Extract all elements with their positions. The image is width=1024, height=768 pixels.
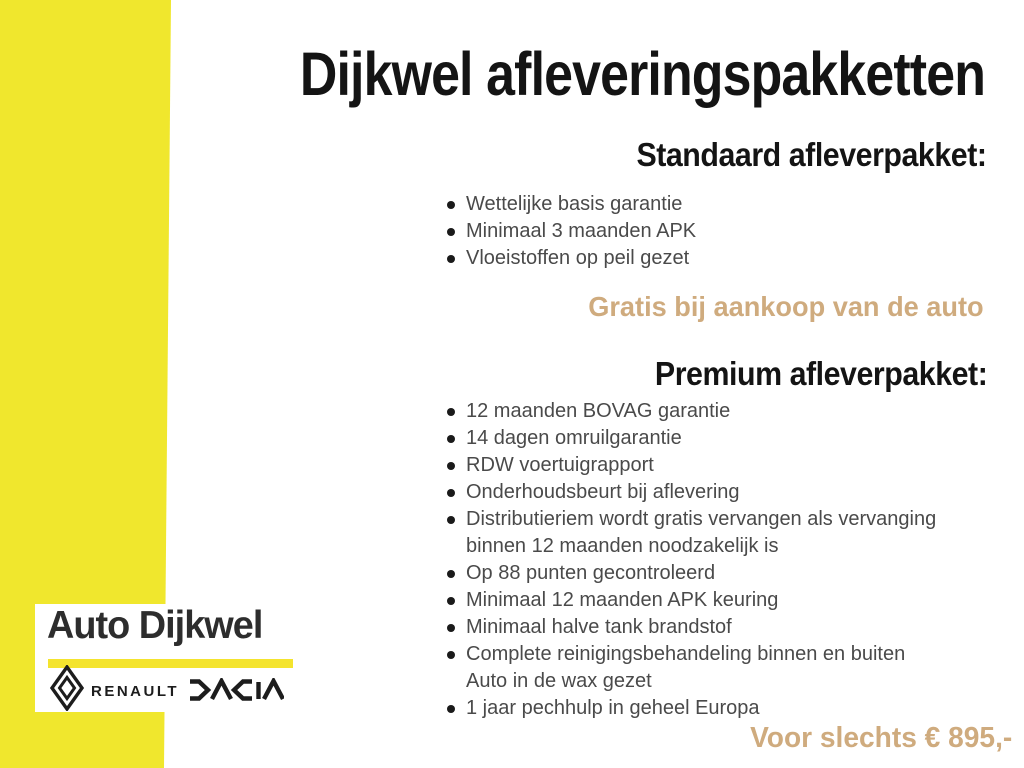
yellow-underline bbox=[48, 659, 293, 668]
price-note: Voor slechts € 895,- bbox=[749, 722, 1012, 754]
list-item bbox=[447, 587, 936, 614]
list-item-text: 14 dagen omruilgarantie bbox=[466, 427, 682, 449]
list-item bbox=[447, 191, 696, 218]
bullet-icon bbox=[447, 705, 455, 713]
list-item-text: Complete reinigingsbehandeling binnen en buiten Auto in de wax gezet bbox=[466, 643, 906, 692]
bullet-icon bbox=[447, 651, 455, 659]
list-item bbox=[447, 398, 936, 425]
list-item-text: Minimaal 12 maanden APK keuring bbox=[466, 589, 779, 611]
list-item-text: Onderhoudsbeurt bij aflevering bbox=[466, 481, 740, 503]
list-item bbox=[447, 479, 936, 506]
list-item-text: RDW voertuigrapport bbox=[466, 454, 654, 476]
list-item bbox=[447, 614, 936, 641]
list-item bbox=[447, 560, 936, 587]
dacia-logo-icon bbox=[188, 678, 284, 702]
list-item bbox=[447, 452, 936, 479]
premium-package-heading: Premium afleverpakket: bbox=[654, 355, 987, 392]
bullet-icon bbox=[447, 624, 455, 632]
list-item-text: Minimaal 3 maanden APK bbox=[466, 220, 697, 242]
page-title: Dijkwel afleveringspakketten bbox=[299, 40, 985, 108]
list-item-text: 1 jaar pechhulp in geheel Europa bbox=[466, 697, 760, 719]
premium-package-list bbox=[447, 398, 936, 722]
bullet-icon bbox=[447, 597, 455, 605]
bullet-icon bbox=[447, 435, 455, 443]
list-item-text: Wettelijke basis garantie bbox=[466, 193, 683, 215]
list-item bbox=[447, 641, 936, 695]
list-item bbox=[447, 425, 936, 452]
list-item bbox=[447, 695, 936, 722]
list-item bbox=[447, 218, 696, 245]
dealer-name: Auto Dijkwel bbox=[47, 604, 263, 647]
renault-wordmark: RENAULT bbox=[91, 683, 180, 700]
list-item-text: 12 maanden BOVAG garantie bbox=[466, 400, 731, 422]
list-item-text: Op 88 punten gecontroleerd bbox=[466, 562, 716, 584]
bullet-icon bbox=[447, 570, 455, 578]
standard-package-list bbox=[447, 191, 696, 272]
list-item-text: Distributieriem wordt gratis vervangen als vervanging binnen 12 maanden noodzakelijk is bbox=[466, 508, 937, 557]
bullet-icon bbox=[447, 255, 455, 263]
renault-logo-icon bbox=[50, 665, 84, 711]
list-item bbox=[447, 245, 696, 272]
bullet-icon bbox=[447, 462, 455, 470]
standard-package-heading: Standaard afleverpakket: bbox=[636, 136, 987, 173]
list-item-text: Vloeistoffen op peil gezet bbox=[466, 247, 690, 269]
gratis-note: Gratis bij aankoop van de auto bbox=[588, 291, 984, 322]
bullet-icon bbox=[447, 228, 455, 236]
bullet-icon bbox=[447, 201, 455, 209]
bullet-icon bbox=[447, 408, 455, 416]
bullet-icon bbox=[447, 516, 455, 524]
list-item-text: Minimaal halve tank brandstof bbox=[466, 616, 732, 638]
list-item bbox=[447, 506, 936, 560]
bullet-icon bbox=[447, 489, 455, 497]
dealer-logo-card bbox=[35, 604, 294, 712]
